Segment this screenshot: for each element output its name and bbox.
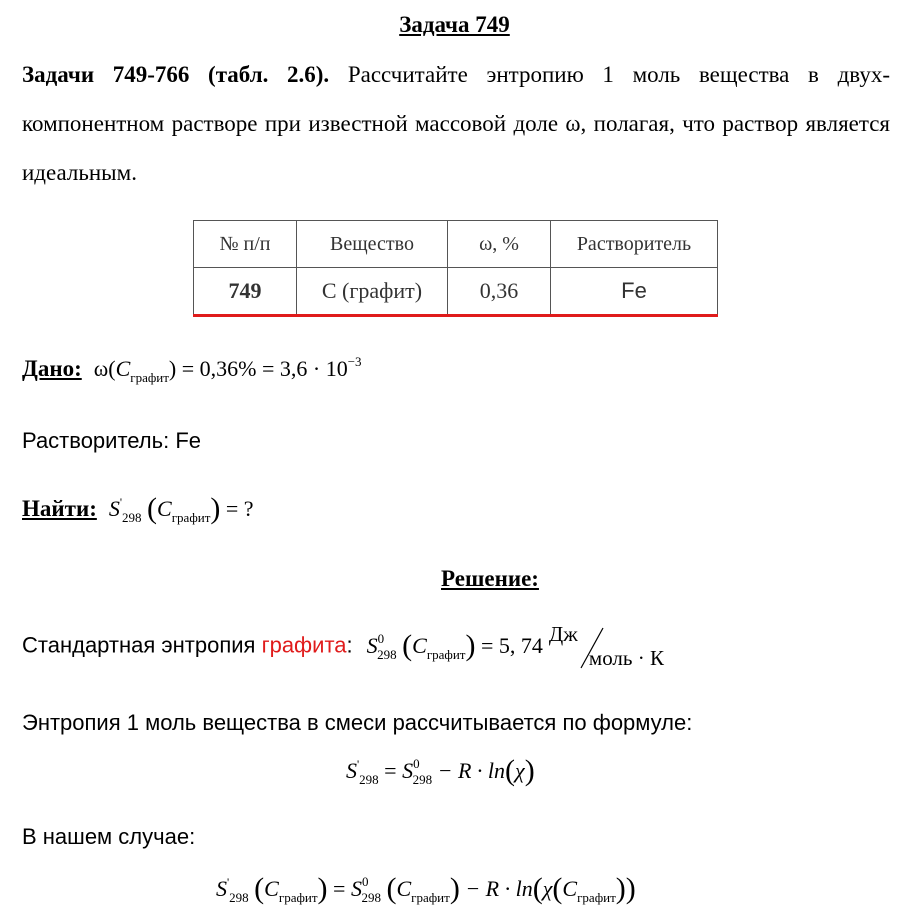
paren-open: ( — [147, 492, 158, 525]
header-number: № п/п — [194, 221, 297, 268]
omega-symbol: ω( — [93, 356, 116, 381]
given-exponent: −3 — [347, 354, 362, 369]
table-header-row — [194, 221, 718, 268]
s0-symbol: S — [366, 632, 378, 658]
g-c: C — [264, 876, 279, 901]
solution-label: Решение: — [441, 566, 539, 591]
cell-solvent: Fe — [551, 268, 718, 316]
header-substance: Вещество — [297, 221, 448, 268]
find-s: S — [108, 496, 120, 521]
f-eq: = — [384, 758, 397, 783]
colon: : — [346, 632, 353, 658]
f-paren-close: ) — [524, 754, 535, 787]
entropy-value: = 5, 74 — [481, 632, 543, 658]
g-s: S — [216, 876, 227, 901]
g-s0: S — [350, 876, 362, 901]
g-sub2: графит — [411, 890, 450, 905]
find-formula — [108, 492, 254, 525]
find-rest: = ? — [225, 496, 254, 521]
entropy-formula — [346, 752, 535, 786]
g-sub: графит — [278, 890, 318, 905]
cell-omega: 0,36 — [448, 268, 551, 316]
task-statement — [22, 50, 890, 197]
f-paren-open: ( — [505, 754, 515, 787]
s0-sub: 298 — [377, 646, 397, 662]
solvent-line: Растворитель: Fe — [22, 428, 201, 453]
f-sup0: 0 — [413, 756, 420, 771]
standard-entropy-formula — [366, 628, 543, 662]
g-paren-close-4: ) — [625, 872, 636, 905]
standard-entropy-line — [22, 622, 677, 672]
find-label: Найти: — [22, 496, 97, 521]
g-paren-open-4: ( — [552, 872, 563, 905]
c-sub: графит — [426, 646, 466, 662]
given-value: ) = 0,36% = 3,6 · 10 — [168, 356, 348, 381]
formula-intro: Энтропия 1 моль вещества в смеси рассчитывается по формуле: — [22, 710, 693, 735]
g-sub298: 298 — [229, 890, 249, 905]
standard-entropy-text: Стандартная энтропия — [22, 632, 262, 658]
g-chi: χ — [542, 876, 553, 901]
paren-close-2: ) — [465, 628, 476, 662]
our-case: В нашем случае: — [22, 824, 196, 849]
g-paren-close-3: ) — [615, 872, 626, 905]
given-label: Дано: — [22, 356, 82, 381]
header-solvent: Растворитель — [551, 221, 718, 268]
g-prime: ' — [227, 875, 230, 889]
g-sup0: 0 — [361, 874, 369, 889]
given-line — [22, 354, 362, 385]
data-table — [193, 220, 718, 317]
find-c: C — [157, 496, 172, 521]
f-sub298: 298 — [359, 772, 379, 787]
g-sub3: графит — [577, 890, 616, 905]
f-s: S — [346, 758, 357, 783]
find-sub298: 298 — [122, 510, 142, 525]
c-symbol: C — [412, 632, 427, 658]
solution-heading — [0, 566, 909, 592]
task-text: Рассчитайте энтропию 1 моль вещества в двух-компонентном растворе при известной массовой доле ω, полагая, что раствор является идеальным. — [22, 62, 890, 185]
given-sub: графит — [130, 370, 169, 385]
entropy-formula-graphite — [216, 870, 636, 904]
find-sub: графит — [171, 510, 211, 525]
unit-numerator: Дж — [548, 622, 578, 646]
f-s0: S — [402, 758, 414, 783]
g-paren-open: ( — [254, 872, 265, 905]
task-range: Задачи 749-766 (табл. 2.6). — [22, 62, 330, 87]
given-c: C — [115, 356, 131, 381]
paren-open-2: ( — [402, 628, 413, 662]
g-paren-open-3: ( — [532, 872, 543, 905]
given-formula — [93, 354, 362, 385]
g-eq: = — [333, 876, 346, 901]
paren-close: ) — [210, 492, 221, 525]
unit-fraction — [547, 622, 677, 672]
s0-sup: 0 — [377, 630, 385, 646]
graphite-highlight: графита — [261, 632, 347, 658]
header-omega: ω, % — [448, 221, 551, 268]
g-paren-close-2: ) — [449, 872, 460, 905]
unit-denominator: моль · К — [588, 646, 664, 670]
g-paren-open-2: ( — [386, 872, 397, 905]
g-paren-close: ) — [317, 872, 328, 905]
g-sub298b: 298 — [361, 890, 381, 905]
find-prime: ' — [119, 495, 123, 509]
g-c2: C — [396, 876, 412, 901]
g-minus: − R · ln — [465, 876, 533, 901]
g-c3: C — [562, 876, 578, 901]
cell-substance: С (графит) — [297, 268, 448, 316]
f-minus: − R · ln — [437, 758, 505, 783]
f-prime: ' — [357, 757, 360, 771]
f-sub298b: 298 — [412, 772, 433, 787]
cell-number: 749 — [194, 268, 297, 316]
table-row — [194, 268, 718, 316]
f-chi: χ — [515, 758, 525, 783]
page-title: Задача 749 — [399, 12, 510, 37]
find-line — [22, 490, 254, 524]
